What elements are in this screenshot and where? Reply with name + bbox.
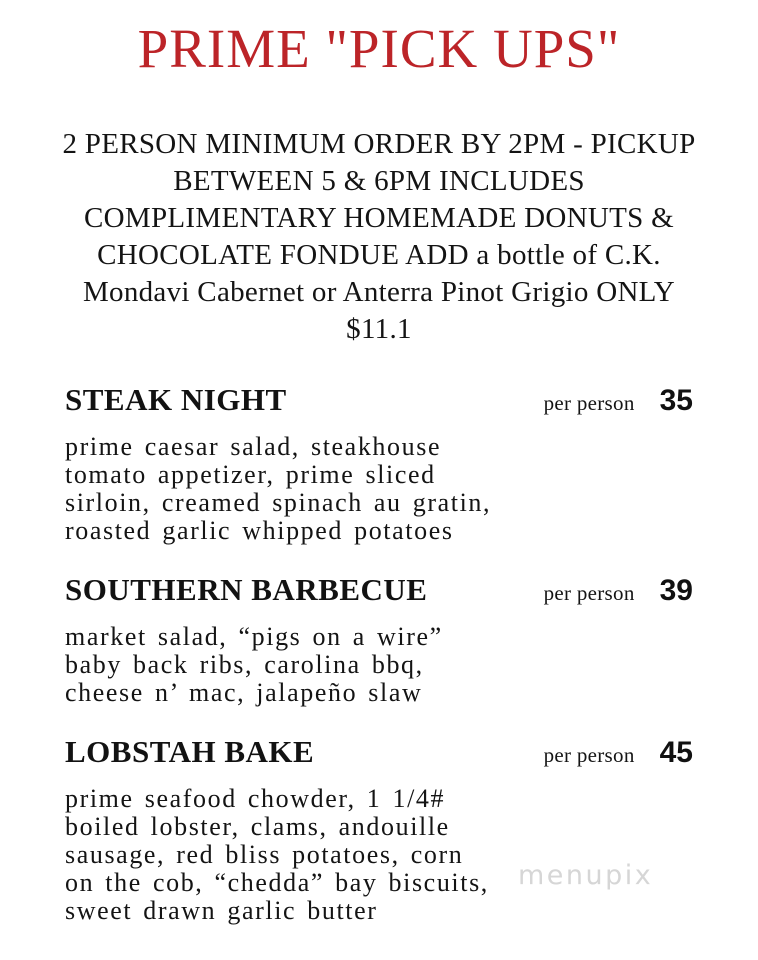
per-person-label: per person: [543, 743, 635, 767]
item-price: 39: [659, 574, 693, 607]
intro-line: 2 PERSON MINIMUM ORDER BY 2PM - PICKUP: [62, 128, 696, 160]
description-line: sirloin, creamed spinach au gratin,: [65, 488, 492, 517]
intro-line: COMPLIMENTARY HOMEMADE DONUTS &: [84, 202, 674, 234]
description-line: prime seafood chowder, 1 1/4#: [65, 784, 446, 813]
menu-item-steak-night: [65, 380, 693, 545]
menu-title: PRIME "PICK UPS": [137, 18, 621, 79]
description-line: cheese n’ mac, jalapeño slaw: [65, 678, 423, 707]
description-line: sausage, red bliss potatoes, corn: [65, 840, 464, 869]
description-line: boiled lobster, clams, andouille: [65, 812, 450, 841]
per-person-label: per person: [543, 581, 635, 605]
intro-line: BETWEEN 5 & 6PM INCLUDES: [173, 165, 585, 197]
description-line: prime caesar salad, steakhouse: [65, 432, 442, 461]
description-line: roasted garlic whipped potatoes: [65, 516, 454, 545]
description-line: tomato appetizer, prime sliced: [65, 460, 436, 489]
item-name: LOBSTAH BAKE: [65, 734, 315, 769]
item-header: [65, 570, 693, 610]
menu-item-lobstah-bake: [65, 732, 693, 925]
item-pricing: [544, 384, 693, 418]
intro-line: CHOCOLATE FONDUE ADD a bottle of C.K.: [97, 239, 661, 271]
item-price: 45: [659, 736, 693, 769]
menupix-watermark: menupix: [518, 860, 654, 891]
menu-item-southern-barbecue: [65, 570, 693, 707]
intro-paragraph: [28, 126, 730, 348]
item-pricing: [544, 574, 693, 608]
description-line: on the cob, “chedda” bay biscuits,: [65, 868, 489, 897]
item-price: 35: [659, 384, 693, 417]
item-pricing: [544, 736, 693, 770]
description-line: sweet drawn garlic butter: [65, 896, 378, 925]
item-description: [65, 785, 693, 925]
item-description: [65, 433, 693, 545]
description-line: baby back ribs, carolina bbq,: [65, 650, 424, 679]
item-header: [65, 380, 693, 420]
item-description: [65, 623, 693, 707]
per-person-label: per person: [543, 391, 635, 415]
item-name: SOUTHERN BARBECUE: [65, 572, 428, 607]
intro-price-line: $11.1: [346, 313, 412, 345]
item-header: [65, 732, 693, 772]
intro-line: Mondavi Cabernet or Anterra Pinot Grigio ONLY: [82, 276, 676, 308]
item-name: STEAK NIGHT: [65, 382, 287, 417]
description-line: market salad, “pigs on a wire”: [65, 622, 443, 651]
